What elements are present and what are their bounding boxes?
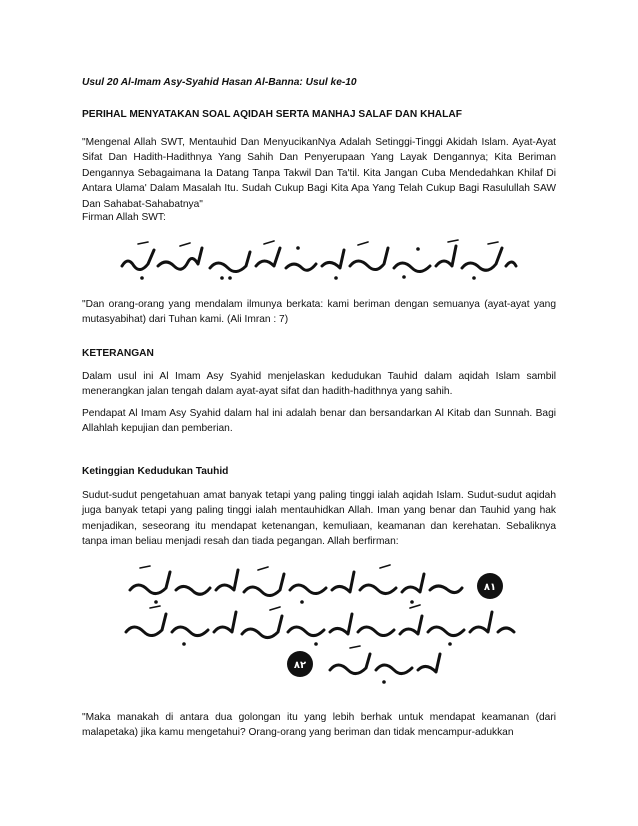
arabic-verse-image-al-anam-81-82 [120,560,520,686]
document-title: Usul 20 Al-Imam Asy-Syahid Hasan Al-Banna: Usul ke-10 [82,77,357,88]
keterangan-paragraph-1: Dalam usul ini Al Imam Asy Syahid menjelaskan kedudukan Tauhid dalam aqidah Islam sambil menerangkan jalan tengah dalam ayat-ayat sifat dan hadith-hadithnya yang sahih. [82,371,556,398]
ayah-81-marker [477,573,503,599]
svg-text:٨٢: ٨٢ [293,660,307,671]
section-heading: PERIHAL MENYATAKAN SOAL AQIDAH SERTA MANHAJ SALAF DAN KHALAF [82,109,462,120]
firman-label: Firman Allah SWT: [82,212,166,223]
svg-text:٨١: ٨١ [483,582,497,593]
ayah-82-marker [287,651,313,677]
ketinggian-heading: Ketinggian Kedudukan Tauhid [82,466,229,477]
keterangan-paragraph-2: Pendapat Al Imam Asy Syahid dalam hal ini adalah benar dan bersandarkan Al Kitab dan Sunnah. Bagi Allahlah kepujian dan pemberian. [82,408,556,435]
ayah-2-translation: "Maka manakah di antara dua golongan itu yang lebih berhak untuk mendapat keamanan (dari malapetaka) jika kamu mengetahui? Orang-orang yang beriman dan tidak mencampur-adukkan [82,712,556,739]
keterangan-heading: KETERANGAN [82,348,154,359]
ketinggian-paragraph: Sudut-sudut pengetahuan amat banyak tetapi yang paling tinggi ialah aqidah Islam. Sudut-sudut aqidah juga banyak tetapi yang paling tinggi ialah mentauhidkan Allah. Iman yang benar dan Tauhid yang hak menjadikan, seseorang itu mendapat ketenangan, kemuliaan, keamanan dan kerehatan. Sebaliknya tanpa iman beliau menjadi resah dan tiada pegangan. Allah berfirman: [82,490,556,548]
usul-quote-paragraph: "Mengenal Allah SWT, Mentauhid Dan MenyucikanNya Adalah Setinggi-Tinggi Akidah Islam. Ayat-Ayat Sifat Dan Hadith-Hadithnya Yang Sahih Dan Penyerupaan Yang Layak Dengannya; Kita Beriman Dengannya Sebagaimana Ia Datang Tanpa Takwil Dan Ta'til. Kita Jangan Cuba Mendedahkan Khilaf Di Antara Ulama' Dalam Masalah Itu. Sudah Cukup Bagi Kita Apa Yang Telah Cukup Bagi Rasulullah SAW Dan Sahabat-Sahabatnya" [82,137,556,210]
arabic-verse-image-ali-imran-7 [118,236,518,284]
ayah-1-translation: "Dan orang-orang yang mendalam ilmunya berkata: kami beriman dengan semuanya (ayat-ayat yang mutasyabihat) dari Tuhan kami. (Ali Imran : 7) [82,299,556,326]
